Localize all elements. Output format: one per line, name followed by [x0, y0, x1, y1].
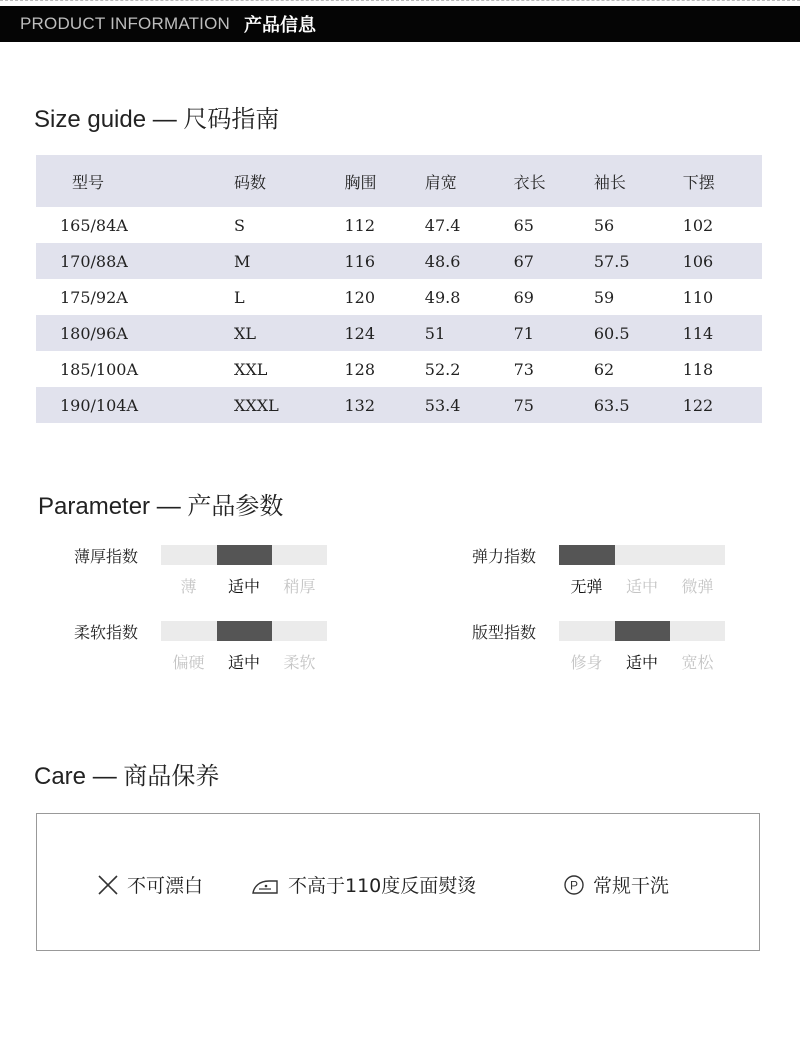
parameter-scale-track: [161, 621, 327, 641]
product-info-header: [0, 6, 800, 42]
size-cell: 102: [682, 215, 714, 235]
parameter-scale-marker: [217, 545, 273, 565]
size-cell: 60.5: [593, 315, 682, 351]
parameter-option: 偏硬: [172, 653, 205, 672]
parameter-scale-marker: [615, 621, 671, 641]
size-cell: XXL: [234, 359, 268, 379]
care-item-iron: [250, 871, 476, 898]
parameter-option: 宽松: [681, 653, 714, 672]
size-col-header: 衣长: [513, 155, 593, 207]
size-cell: 52.2: [424, 359, 461, 379]
size-cell: 48.6: [424, 243, 513, 279]
parameter-label: 柔软指数: [74, 623, 139, 642]
size-cell: 51: [424, 315, 513, 351]
size-cell: 69: [513, 287, 534, 307]
parameter-option: 适中: [625, 577, 658, 596]
parameter-label: 弹力指数: [472, 547, 537, 566]
care-text: 常规干洗: [593, 875, 670, 897]
size-cell: 65: [513, 215, 534, 235]
care-text: 不可漂白: [127, 875, 204, 897]
care-item-no-bleach: [97, 871, 203, 898]
size-cell: S: [234, 215, 245, 235]
parameter-option: 微弹: [681, 577, 714, 596]
size-guide-title: Size guide — 尺码指南: [34, 106, 280, 133]
size-cell: 106: [682, 243, 762, 279]
parameter-option: 修身: [570, 653, 603, 672]
size-cell: 122: [682, 387, 762, 423]
parameter-option: 薄: [180, 577, 197, 596]
top-dashed-line: [0, 0, 800, 5]
parameter-option: 适中: [227, 653, 260, 672]
table-row: [36, 315, 762, 351]
size-cell: L: [234, 287, 245, 307]
size-table: [36, 155, 762, 423]
size-cell: 75: [513, 387, 593, 423]
dry-clean-p-icon: [563, 874, 585, 896]
size-col-header: 码数: [233, 155, 343, 207]
table-row: [36, 279, 762, 315]
parameter-scale-track: [559, 545, 725, 565]
parameter-scale-track: [161, 545, 327, 565]
svg-text:P: P: [569, 878, 579, 892]
parameter-label: 版型指数: [472, 623, 537, 642]
size-cell: 175/92A: [60, 287, 128, 307]
care-title: Care — 商品保养: [34, 763, 220, 790]
size-cell: 47.4: [424, 215, 461, 235]
size-cell: 170/88A: [36, 243, 233, 279]
size-cell: 118: [682, 359, 714, 379]
size-col-header: 型号: [36, 155, 233, 207]
size-cell: 185/100A: [60, 359, 139, 379]
parameter-scale-marker: [559, 545, 615, 565]
parameter-scale-track: [559, 621, 725, 641]
size-cell: 110: [682, 287, 714, 307]
size-table-header: [36, 155, 762, 207]
parameter-option: 无弹: [570, 577, 603, 596]
size-cell: 112: [344, 215, 376, 235]
size-col-header: 肩宽: [424, 155, 513, 207]
size-cell: XXXL: [233, 387, 343, 423]
size-cell: 56: [593, 215, 615, 235]
table-row: [36, 243, 762, 279]
parameter-option: 适中: [625, 653, 658, 672]
size-cell: 59: [593, 287, 615, 307]
size-col-header: 袖长: [593, 155, 682, 207]
size-cell: 180/96A: [36, 315, 233, 351]
size-cell: 67: [513, 243, 593, 279]
iron-icon: [250, 874, 280, 896]
size-cell: 73: [513, 359, 534, 379]
size-cell: 132: [343, 387, 423, 423]
table-row: [36, 207, 762, 243]
size-cell: 71: [513, 315, 593, 351]
care-item-dry-clean: [563, 871, 669, 898]
size-col-header: 胸围: [343, 155, 423, 207]
parameter-option: 柔软: [283, 653, 316, 672]
size-cell: 128: [344, 359, 376, 379]
size-cell: 165/84A: [60, 215, 128, 235]
size-cell: 53.4: [424, 387, 513, 423]
size-cell: 57.5: [593, 243, 682, 279]
size-cell: 114: [682, 315, 762, 351]
size-cell: XL: [233, 315, 343, 351]
parameter-option: 稍厚: [283, 577, 316, 596]
size-cell: 116: [343, 243, 423, 279]
size-cell: 120: [344, 287, 376, 307]
size-cell: 190/104A: [36, 387, 233, 423]
size-cell: 124: [343, 315, 423, 351]
parameter-option: 适中: [227, 577, 260, 596]
size-cell: 49.8: [424, 287, 461, 307]
size-col-header: 下摆: [682, 155, 762, 207]
care-text: 不高于110度反面熨烫: [288, 875, 477, 897]
parameter-label: 薄厚指数: [74, 547, 139, 566]
size-cell: M: [233, 243, 343, 279]
table-row: [36, 351, 762, 387]
table-row: [36, 387, 762, 423]
parameter-scale-marker: [217, 621, 273, 641]
header-title-en: PRODUCT INFORMATION: [20, 14, 230, 33]
header-title-zh: 产品信息: [244, 15, 316, 36]
size-cell: 63.5: [593, 387, 682, 423]
size-cell: 62: [593, 359, 615, 379]
no-bleach-icon: [97, 874, 119, 896]
care-box: [36, 813, 760, 951]
parameter-title: Parameter — 产品参数: [38, 493, 284, 520]
